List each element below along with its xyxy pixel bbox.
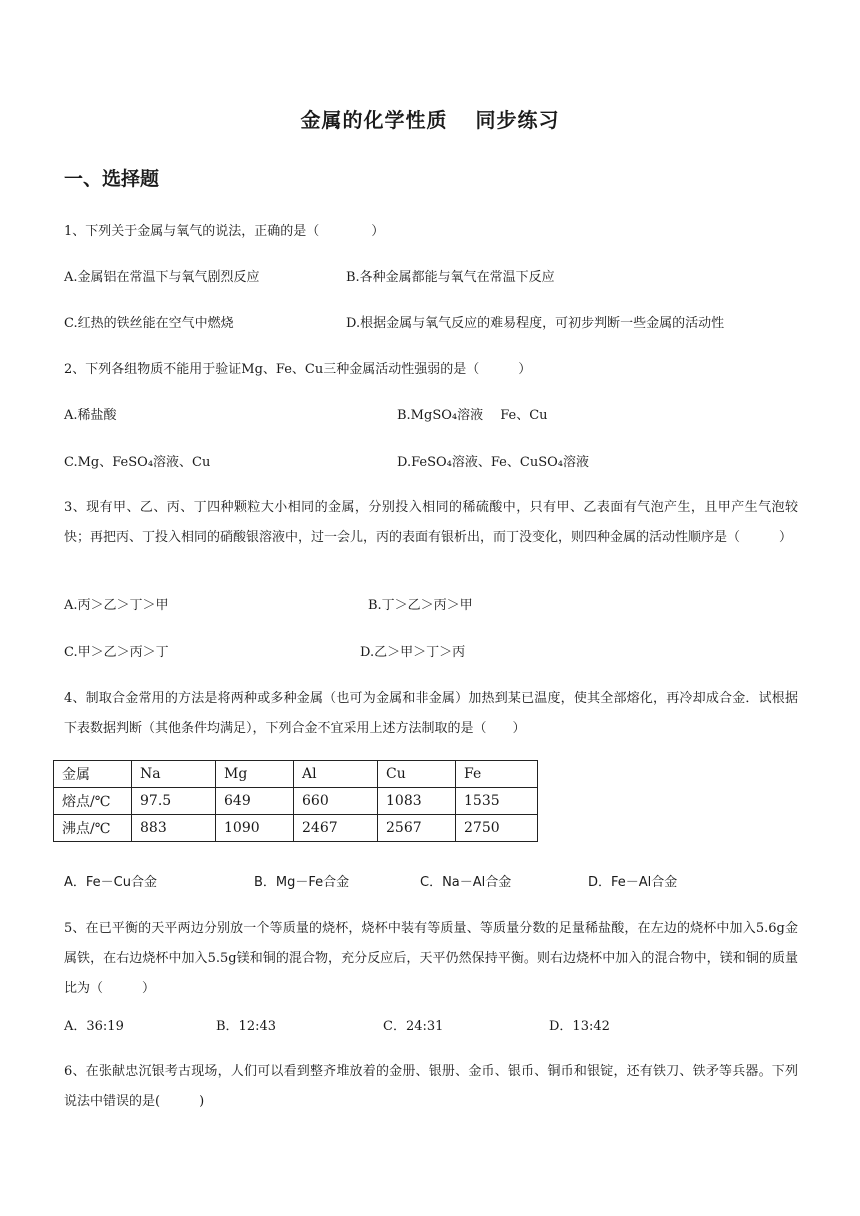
q1-stem: 1、下列关于金属与氧气的说法，正确的是（ ） xyxy=(64,224,385,239)
q1-option-b: B.各种金属都能与氧气在常温下反应 xyxy=(346,270,555,285)
table-row xyxy=(54,788,538,815)
table-cell: 1083 xyxy=(378,788,456,815)
table-cell: Mg xyxy=(216,761,294,788)
q4-option-b: B．Mg－Fe合金 xyxy=(254,875,350,890)
table-cell: 2750 xyxy=(456,815,538,842)
q3-option-b: B.丁＞乙＞丙＞甲 xyxy=(368,598,473,613)
q4-option-d: D．Fe－Al合金 xyxy=(588,875,678,890)
q6-stem: 6、在张献忠沉银考古现场，人们可以看到整齐堆放着的金册、银册、金币、银币、铜币和银锭，还有铁刀、铁矛等兵器。下列说法中错误的是( ) xyxy=(64,1064,798,1109)
q5-option-b: B．12:43 xyxy=(216,1019,277,1034)
page-title xyxy=(0,104,860,133)
table-cell: 660 xyxy=(294,788,378,815)
q1-option-c: C.红热的铁丝能在空气中燃烧 xyxy=(64,316,234,331)
table-cell: 1090 xyxy=(216,815,294,842)
q2-option-c: C.Mg、FeSO₄溶液、Cu xyxy=(64,455,211,470)
table-row xyxy=(54,815,538,842)
q4-option-c: C．Na－Al合金 xyxy=(420,875,512,890)
q1-option-a: A.金属铝在常温下与氧气剧烈反应 xyxy=(64,270,260,285)
q1-option-d: D.根据金属与氧气反应的难易程度，可初步判断一些金属的活动性 xyxy=(346,316,725,331)
table-cell: 金属 xyxy=(54,761,132,788)
q3-option-d: D.乙＞甲＞丁＞丙 xyxy=(360,645,466,660)
q2-option-b: B.MgSO₄溶液 Fe、Cu xyxy=(397,408,548,423)
title-sub: 同步练习 xyxy=(475,108,560,132)
title-main: 金属的化学性质 xyxy=(300,108,448,132)
q3-option-a: A.丙＞乙＞丁＞甲 xyxy=(64,598,169,613)
table-cell: Al xyxy=(294,761,378,788)
q3-stem: 3、现有甲、乙、丙、丁四种颗粒大小相同的金属，分别投入相同的稀硫酸中，只有甲、乙表面有气泡产生，且甲产生气泡较快；再把丙、丁投入相同的硝酸银溶液中，过一会儿，丙的表面有银析出，而丁没变化，则四种金属的活动性顺序是（ ） xyxy=(64,500,798,545)
table-cell: Cu xyxy=(378,761,456,788)
table-row xyxy=(54,761,538,788)
table-cell: Fe xyxy=(456,761,538,788)
table-cell: 649 xyxy=(216,788,294,815)
table-cell: 1535 xyxy=(456,788,538,815)
table-cell: 97.5 xyxy=(132,788,216,815)
table-cell: Na xyxy=(132,761,216,788)
table-cell: 熔点/℃ xyxy=(54,788,132,815)
q5-option-d: D．13:42 xyxy=(549,1019,610,1034)
q2-option-a: A.稀盐酸 xyxy=(64,408,117,423)
melting-boiling-table xyxy=(53,760,538,842)
q4-stem: 4、制取合金常用的方法是将两种或多种金属（也可为金属和非金属）加热到某已温度，使其全部熔化，再冷却成合金．试根据下表数据判断（其他条件均满足），下列合金不宜采用上述方法制取的是（ ） xyxy=(64,691,798,736)
section-heading: 一、选择题 xyxy=(64,168,160,190)
table-cell: 883 xyxy=(132,815,216,842)
q5-option-a: A．36:19 xyxy=(64,1019,124,1034)
table-cell: 沸点/℃ xyxy=(54,815,132,842)
q2-stem: 2、下列各组物质不能用于验证Mg、Fe、Cu三种金属活动性强弱的是（ ） xyxy=(64,362,532,377)
q4-option-a: A．Fe－Cu合金 xyxy=(64,875,157,890)
table-cell: 2567 xyxy=(378,815,456,842)
q2-option-d: D.FeSO₄溶液、Fe、CuSO₄溶液 xyxy=(397,455,589,470)
q5-stem: 5、在已平衡的天平两边分别放一个等质量的烧杯，烧杯中装有等质量、等质量分数的足量稀盐酸，在左边的烧杯中加入5.6g金属铁，在右边烧杯中加入5.5g镁和铜的混合物，充分反应后，天平仍然保持平衡。则右边烧杯中加入的混合物中，镁和铜的质量比为（ ） xyxy=(64,921,798,996)
q5-option-c: C．24:31 xyxy=(383,1019,444,1034)
table-cell: 2467 xyxy=(294,815,378,842)
q3-option-c: C.甲＞乙＞丙＞丁 xyxy=(64,645,169,660)
